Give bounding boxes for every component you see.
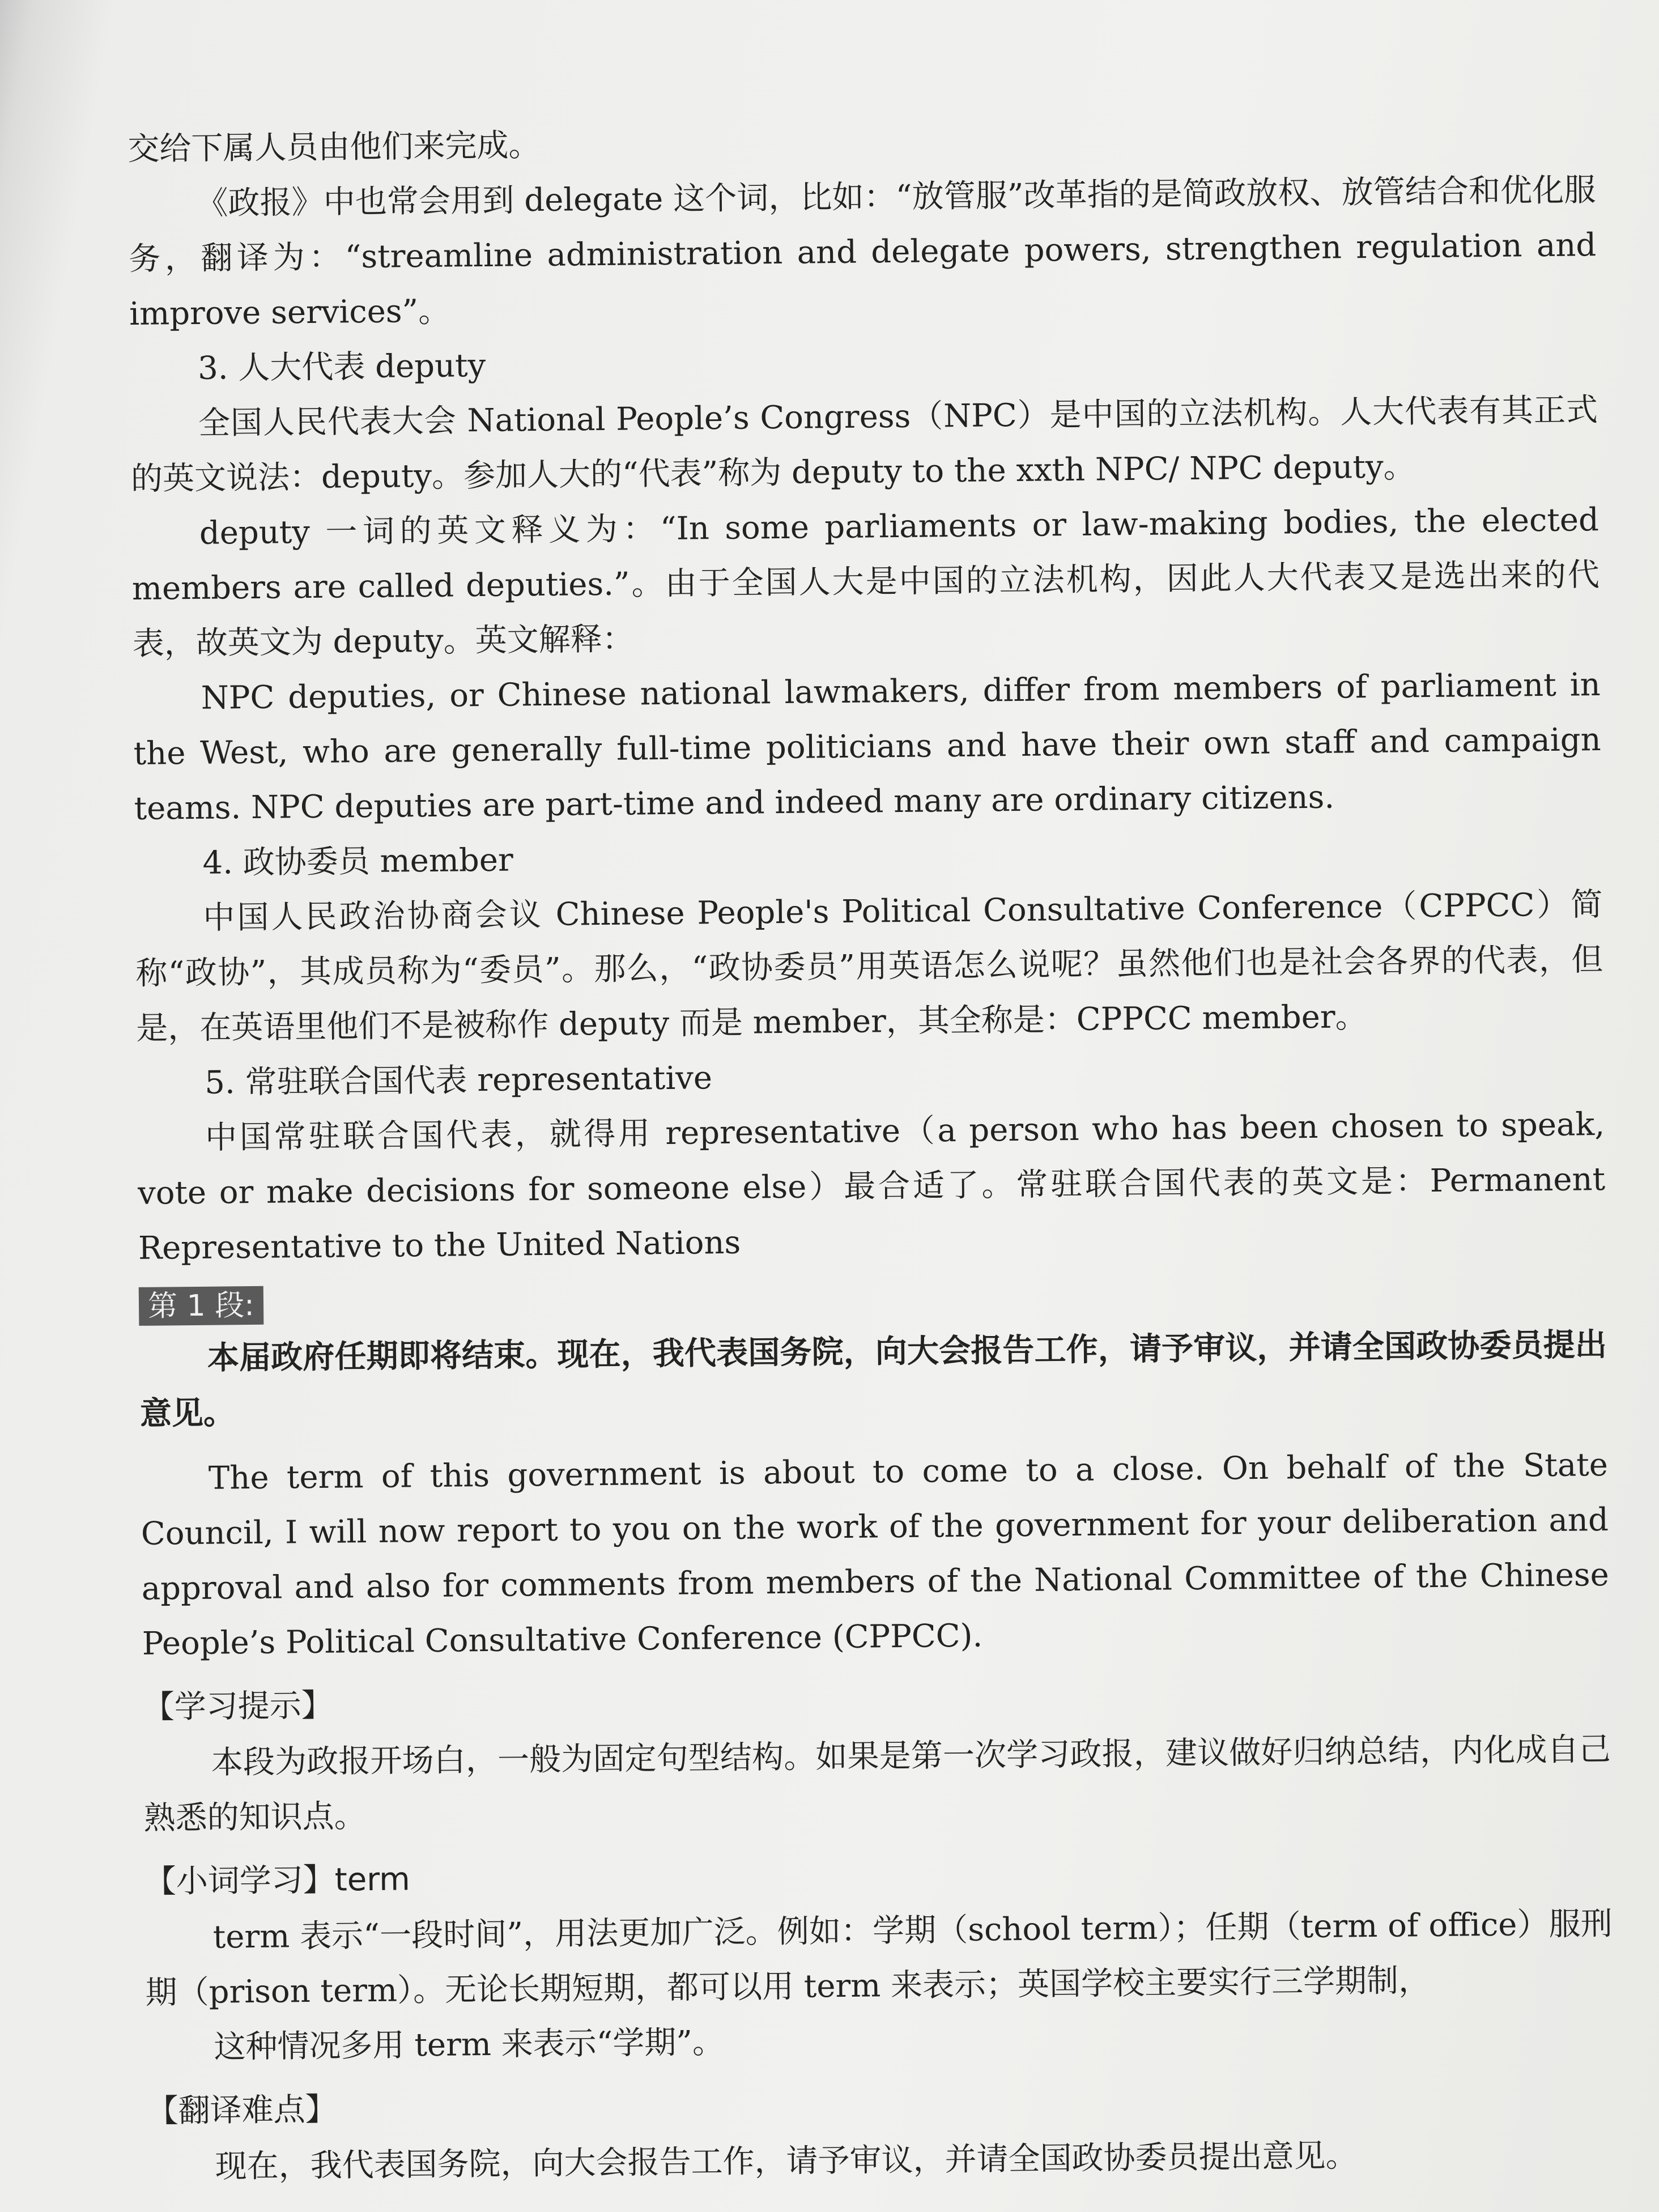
translation-text: The term of this government is about to come to a close. On behalf of the State Council, I will now report to you on the work of the government for your deliberation and approval and also for comments from members of the National Committee of the Chinese People’s Political Consultative Conference (CPPCC). — [141, 1447, 1610, 1662]
paragraph-deputy-definition: deputy 一词的英文释义为：“In some parliaments or law-making bodies, the elected members are called deputies.”。由于全国人大是中国的立法机构，因此人大代表又是选出来的代表，故英文为 deputy。英文解释： — [131, 501, 1600, 662]
source-text: 本届政府任期即将结束。现在，我代表国务院，向大会报告工作，请予审议，并请全国政协委员提出意见。 — [139, 1326, 1607, 1432]
difficulty-body: 现在，我代表国务院，向大会报告工作，请予审议，并请全国政协委员提出意见。 — [215, 2137, 1358, 2185]
item-heading-member: 4. 政协委员 member — [202, 841, 513, 882]
difficulty-heading: 【翻译难点】 — [146, 2091, 338, 2130]
paragraph-delegate-usage: 《政报》中也常会用到 delegate 这个词，比如：“放管服”改革指的是简政放权、放管结合和优化服务，翻译为：“streamline administration and delegate powers, strengthen regulation and improve services”。 — [129, 172, 1597, 333]
paragraph-npc-english: NPC deputies, or Chinese national lawmakers, differ from members of parliament in the West, who are generally full-time politicians and have their own staff and campaign teams. NPC deputies are part-time and indeed many are ordinary citizens. — [133, 666, 1601, 827]
paragraph-representative: 中国常驻联合国代表，就得用 representative（a person who has been chosen to speak, vote or make decisions for someone else）最合适了。常驻联合国代表的英文是：Permanent Representative to the United Nations — [137, 1106, 1606, 1267]
paragraph-cppcc: 中国人民政治协商会议 Chinese People's Political Consultative Conference（CPPCC）简称“政协”，其成员称为“委员”。那么，“政协委员”用英语怎么说呢？虽然他们也是社会各界的代表，但是，在英语里他们不是被称作 deputy 而是 member，其全称是：CPPCC member。 — [135, 886, 1603, 1047]
word-study-body-continued: 这种情况多用 term 来表示“学期”。 — [214, 2024, 725, 2066]
study-tips-body: 本段为政报开场白，一般为固定句型结构。如果是第一次学习政报，建议做好归纳总结，内化成自己熟悉的知识点。 — [143, 1731, 1611, 1837]
paragraph-continuation: 交给下属人员由他们来完成。 — [127, 127, 541, 168]
paragraph-npc: 全国人民代表大会 National People’s Congress（NPC）是中国的立法机构。人大代表有其正式的英文说法：deputy。参加人大的“代表”称为 deputy to the xxth NPC/ NPC deputy。 — [130, 392, 1598, 497]
item-heading-deputy: 3. 人大代表 deputy — [197, 347, 486, 387]
section-badge: 第 1 段: — [139, 1286, 263, 1326]
page-content — [127, 108, 1615, 2195]
study-tips-heading: 【学习提示】 — [142, 1687, 334, 1726]
item-heading-representative: 5. 常驻联合国代表 representative — [204, 1060, 713, 1101]
word-study-body: term 表示“一段时间”，用法更加广泛。例如：学期（school term）；任期（term of office）服刑期（prison term）。无论长期短期，都可以用 term 来表示；英国学校主要实行三学期制， — [145, 1905, 1613, 2011]
word-study-heading: 【小词学习】term — [144, 1861, 411, 1900]
